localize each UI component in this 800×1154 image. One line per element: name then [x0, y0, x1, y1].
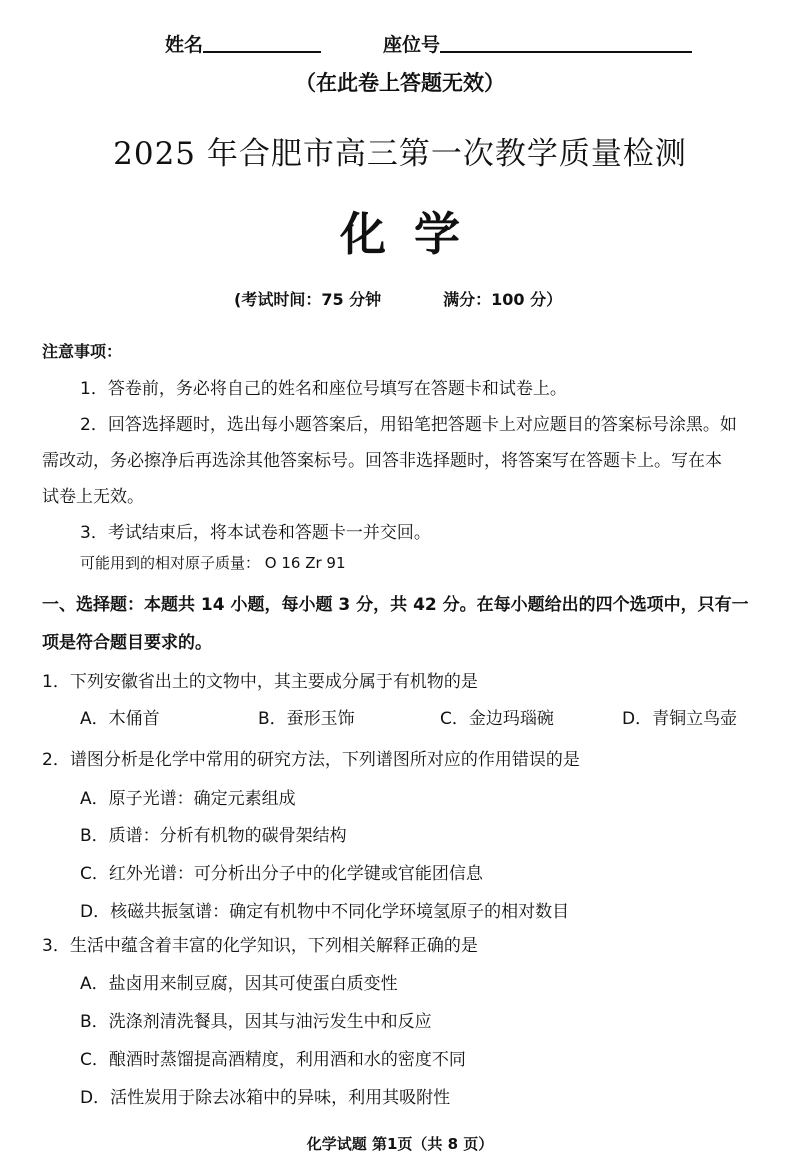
page-footer: 化学试题 第1页（共 8 页） [306, 1135, 494, 1153]
question-1-option-a[interactable]: A．木俑首 [80, 709, 160, 729]
note-item-2-line-2: 需改动，务必擦净后再选涂其他答案标号。回答非选择题时，将答案写在答题卡上。写在本 [42, 451, 722, 471]
note-item-1: 1．答卷前，务必将自己的姓名和座位号填写在答题卡和试卷上。 [80, 379, 567, 399]
question-2-option-b[interactable]: B．质谱：分析有机物的碳骨架结构 [80, 826, 347, 846]
atomic-mass-note: 可能用到的相对原子质量： O 16 Zr 91 [80, 554, 346, 572]
question-3-option-c[interactable]: C．酿酒时蒸馏提高酒精度，利用酒和水的密度不同 [80, 1050, 466, 1070]
header-fields [165, 30, 692, 57]
question-3-option-d[interactable]: D．活性炭用于除去冰箱中的异味，利用其吸附性 [80, 1088, 451, 1108]
exam-info [234, 287, 562, 310]
section-1-heading-line-2: 项是符合题目要求的。 [42, 633, 212, 653]
seat-field[interactable] [440, 33, 692, 53]
notes-title: 注意事项： [42, 342, 123, 361]
seat-label: 座位号 [383, 34, 441, 56]
exam-title: 2025 年合肥市高三第一次教学质量检测 [113, 136, 687, 172]
question-3-stem: 3．生活中蕴含着丰富的化学知识，下列相关解释正确的是 [42, 936, 478, 956]
question-1-stem: 1．下列安徽省出土的文物中，其主要成分属于有机物的是 [42, 672, 478, 692]
question-2-stem: 2．谱图分析是化学中常用的研究方法，下列谱图所对应的作用错误的是 [42, 750, 580, 770]
question-2-option-d[interactable]: D．核磁共振氢谱：确定有机物中不同化学环境氢原子的相对数目 [80, 902, 570, 922]
question-3-option-a[interactable]: A．盐卤用来制豆腐，因其可使蛋白质变性 [80, 974, 398, 994]
exam-time: (考试时间：75 分钟 [234, 290, 382, 309]
subject-title: 化学 [340, 207, 488, 261]
name-field[interactable] [203, 33, 321, 53]
question-1-option-c[interactable]: C．金边玛瑙碗 [440, 709, 554, 729]
note-item-2-line-3: 试卷上无效。 [42, 487, 144, 507]
question-1-option-d[interactable]: D．青铜立鸟壶 [622, 709, 738, 729]
question-3-option-b[interactable]: B．洗涤剂清洗餐具，因其与油污发生中和反应 [80, 1012, 432, 1032]
exam-score: 满分：100 分） [443, 290, 563, 309]
question-2-option-a[interactable]: A．原子光谱：确定元素组成 [80, 789, 296, 809]
note-item-3: 3．考试结束后，将本试卷和答题卡一并交回。 [80, 523, 431, 543]
question-2-option-c[interactable]: C．红外光谱：可分析出分子中的化学键或官能团信息 [80, 864, 483, 884]
name-label: 姓名 [165, 34, 204, 56]
section-1-heading-line-1: 一、选择题：本题共 14 小题，每小题 3 分，共 42 分。在每小题给出的四个选项中，只有一 [42, 595, 749, 615]
invalid-note: （在此卷上答题无效） [295, 71, 505, 95]
note-item-2-line-1: 2．回答选择题时，选出每小题答案后，用铅笔把答题卡上对应题目的答案标号涂黑。如 [80, 415, 737, 435]
question-1-option-b[interactable]: B．蚕形玉饰 [258, 709, 355, 729]
